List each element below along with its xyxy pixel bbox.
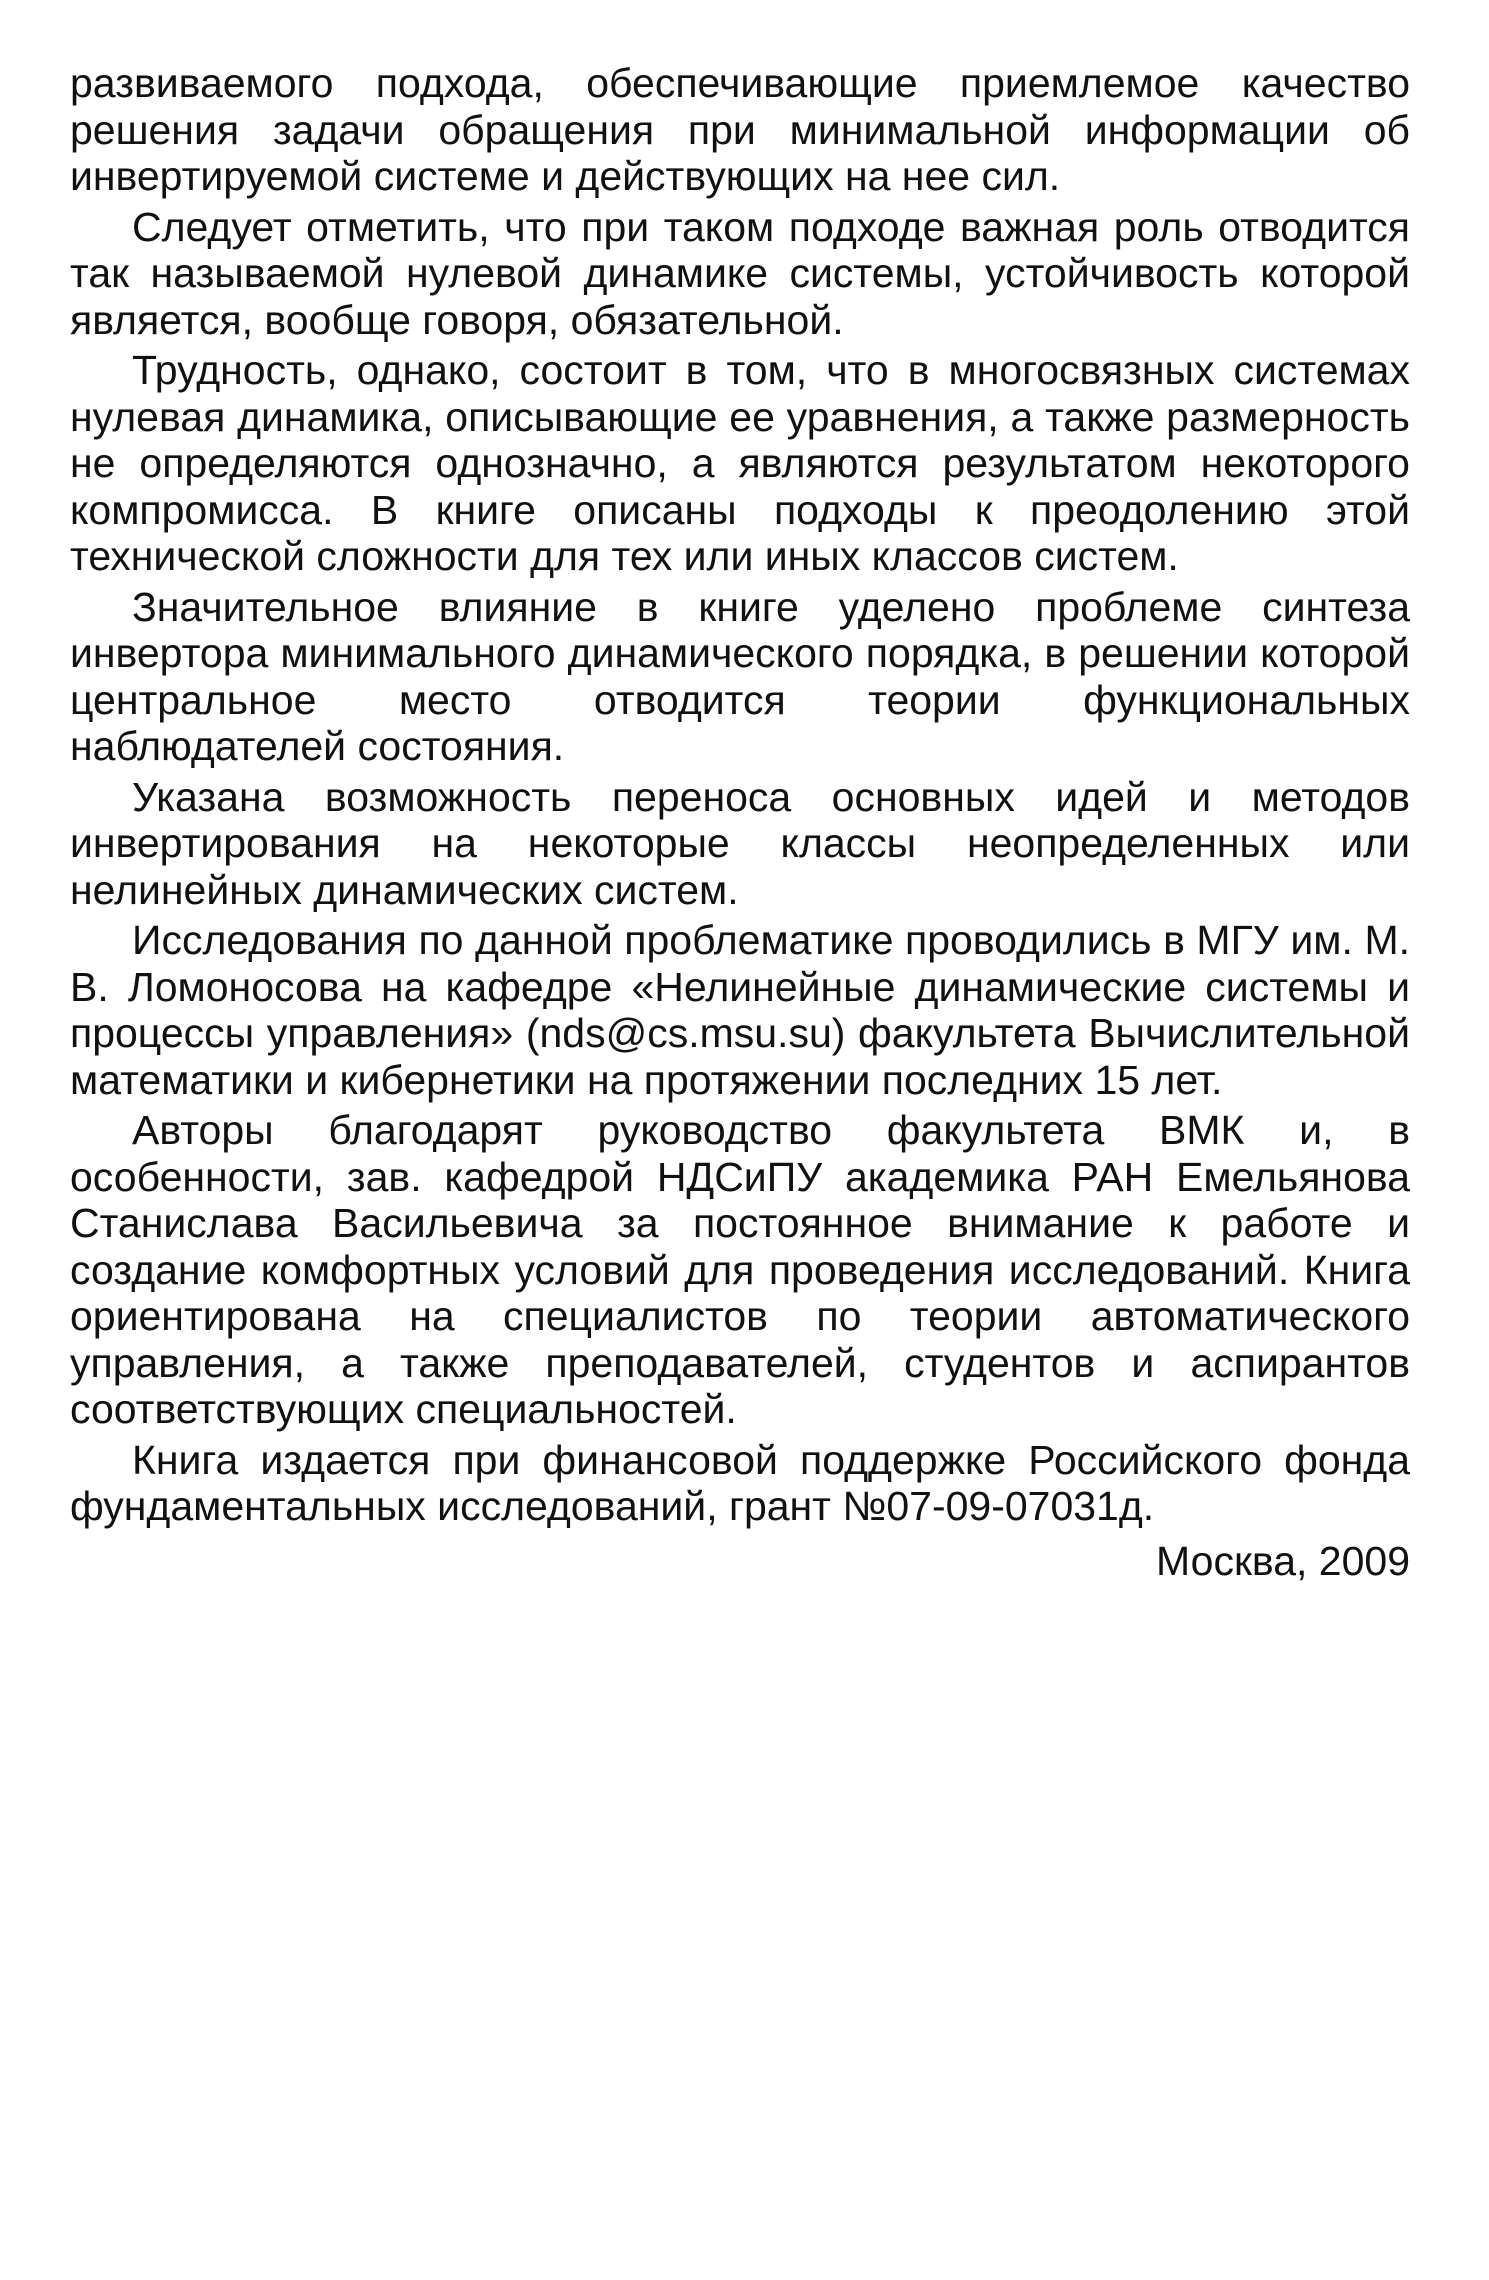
paragraph-extension: Указана возможность переноса основных идей и методов инвертирования на некоторые классы неопределенных или нелинейных динамических систем. [70, 773, 1410, 913]
paragraph-research-place: Исследования по данной проблематике проводились в МГУ им. М. В. Ломоносова на кафедре «Нелинейные динамические системы и процессы управления» (nds@cs.msu.su) факультета Вычислительной математики и кибернетики на протяжении последних 15 лет. [70, 917, 1410, 1103]
paragraph-acknowledgements: Авторы благодарят руководство факультета ВМК и, в особенности, зав. кафедрой НДСиПУ академика РАН Емельянова Станислава Васильевича за постоянное внимание к работе и создание комфортных условий для проведения исследований. Книга ориентирована на специалистов по теории автоматического управления, а также преподавателей, студентов и аспирантов соответствующих специальностей. [70, 1107, 1410, 1432]
paragraph-minimal-order-inverter: Значительное влияние в книге уделено проблеме синтеза инвертора минимального динамического порядка, в решении которой центральное место отводится теории функциональных наблюдателей состояния. [70, 583, 1410, 769]
paragraph-zero-dynamics: Следует отметить, что при таком подходе важная роль отводится так называемой нулевой динамике системы, устойчивость которой является, вообще говоря, обязательной. [70, 203, 1410, 343]
preface-text [70, 60, 1410, 1584]
paragraph-continuation: развиваемого подхода, обеспечивающие приемлемое качество решения задачи обращения при минимальной информации об инвертируемой системе и действующих на нее сил. [70, 60, 1410, 199]
paragraph-multivariable-difficulty: Трудность, однако, состоит в том, что в многосвязных системах нулевая динамика, описывающие ее уравнения, а также размерность не определяются однозначно, а являются результатом некоторого компромисса. В книге описаны подходы к преодолению этой технической сложности для тех или иных классов систем. [70, 347, 1410, 579]
paragraph-funding: Книга издается при финансовой поддержке Российского фонда фундаментальных исследований, грант №07-09-07031д. [70, 1436, 1410, 1529]
place-and-year: Москва, 2009 [1156, 1537, 1410, 1584]
